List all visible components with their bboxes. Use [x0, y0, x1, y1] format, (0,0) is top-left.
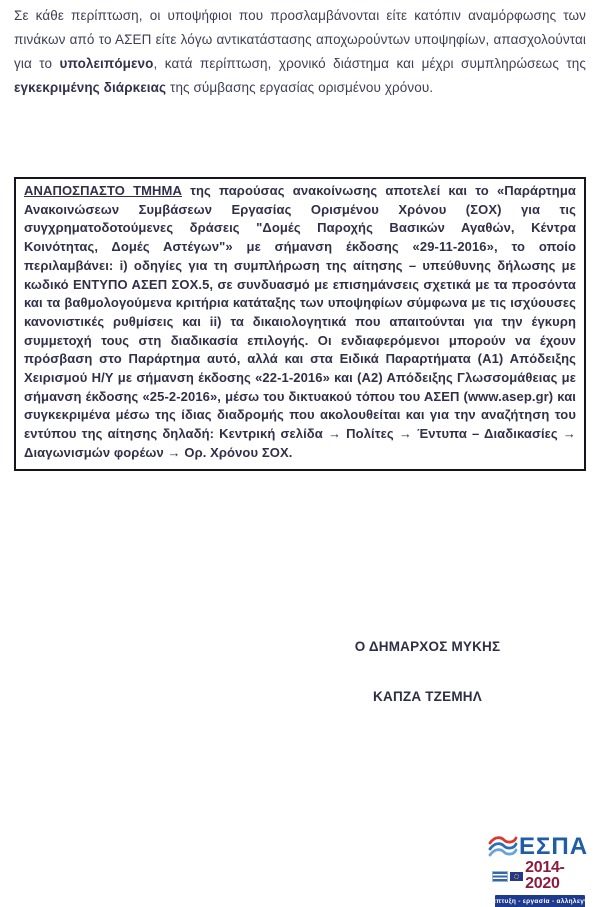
signature-block — [255, 639, 600, 704]
espa-logo-top-row — [488, 835, 592, 859]
notice-body-text: της παρούσας ανακοίνωσης αποτελεί και το «Παράρτημα Ανακοινώσεων Συμβάσεων Εργασίας Ορισμένου Χρόνου (ΣΟΧ) για τις συγχρηματοδοτούμενες δράσεις "Δομές Παροχής Βασικών Αγαθών, Κέντρα Κοινότητας, Δομές Αστέγων"» με σήμανση έκδοσης «29-11-2016», το οποίο περιλαμβάνει: i) οδηγίες για τη συμπλήρωση της αίτησης – υπεύθυνης δήλωσης με κωδικό ΕΝΤΥΠΟ ΑΣΕΠ ΣΟΧ.5, σε συνδυασμό με επισημάνσεις σχετικά με τα προσόντα και τα βαθμολογούμενα κριτήρια κατάταξης των υποψηφίων σύμφωνα με τις ισχύουσες κανονιστικές ρυθμίσεις και ii) τα δικαιολογητικά που απαιτούνται για την έγκυρη συμμετοχή τους στη διαδικασία επιλογής. Οι ενδιαφερόμενοι μπορούν να έχουν πρόσβαση στο Παράρτημα αυτό, αλλά και στα Ειδικά Παραρτήματα (Α1) Απόδειξης Χειρισμού Η/Υ με σήμανση έκδοσης «22-1-2016» και (Α2) Απόδειξης Γλωσσομάθειας με σήμανση έκδοσης «25-2-2016», μέσω του δικτυακού τόπου του ΑΣΕΠ (www.asep.gr) και συγκεκριμένα μέσω της ίδιας διαδρομής που ακολουθείται και για την αναζήτηση του εντύπου της αίτησης δηλαδή: Κεντρική σελίδα → Πολίτες → Έντυπα – Διαδικασίες → Διαγωνισμών φορέων → Ορ. Χρόνου ΣΟΧ. — [24, 183, 576, 460]
espa-logo — [483, 833, 597, 907]
espa-tagline-bar — [483, 895, 597, 907]
signatory-title: Ο ΔΗΜΑΡΧΟΣ ΜΥΚΗΣ — [354, 639, 501, 654]
eu-flag-icon — [510, 872, 524, 881]
intro-text: Σε κάθε περίπτωση, οι υποψήφιοι που προσλαμβάνονται είτε κατόπιν αναμόρφωσης των πινάκων από το ΑΣΕΠ είτε λόγω αντικατάστασης αποχωρούντων υποψηφίων, απασχολούνται για το — [14, 8, 586, 71]
notice-lead-heading: ΑΝΑΠΟΣΠΑΣΤΟ ΤΜΗΜΑ — [24, 183, 182, 198]
intro-paragraph — [14, 4, 586, 100]
notice-box — [14, 177, 586, 471]
espa-acronym: ΕΣΠΑ — [519, 833, 589, 860]
notice-paragraph — [24, 182, 576, 463]
intro-bold-remaining-term: υπολειπόμενο — [59, 56, 154, 71]
espa-period: 2014-2020 — [525, 859, 565, 892]
intro-text: της σύμβασης εργασίας ορισμένου χρόνου. — [166, 80, 434, 95]
espa-wave-icon — [488, 835, 518, 859]
greek-flag-icon — [492, 871, 508, 882]
signatory-name: ΚΑΠΖΑ ΤΖΕΜΗΛ — [373, 689, 482, 704]
intro-text: , κατά περίπτωση, χρονικό διάστημα και μέχρι συμπληρώσεως της — [153, 56, 586, 71]
espa-tagline: ανάπτυξη - εργασία - αλληλεγγύη — [483, 898, 597, 905]
intro-bold-approved-duration: εγκεκριμένης διάρκειας — [14, 80, 167, 95]
espa-logo-middle-row — [492, 860, 592, 892]
